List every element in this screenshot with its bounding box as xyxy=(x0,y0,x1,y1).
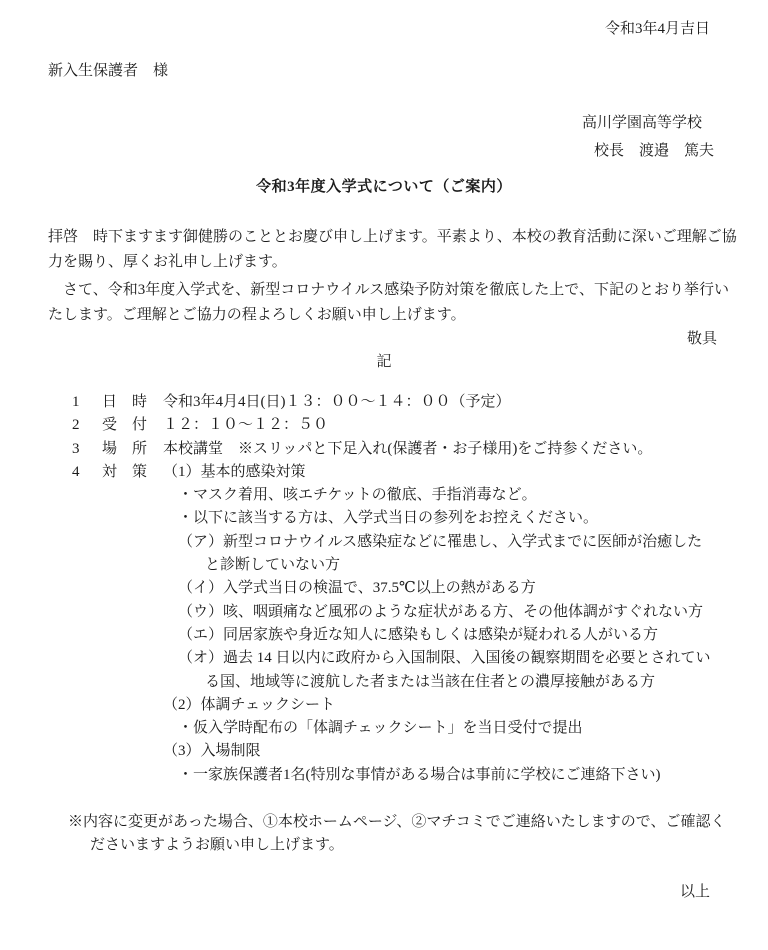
list-subline: （エ）同居家族や身近な知人に感染もしくは感染が疑われる人がいる方 xyxy=(178,626,659,643)
list-subline: （イ）入学式当日の検温で、37.5℃以上の熱がある方 xyxy=(178,580,536,597)
list-subline: ・以下に該当する方は、入学式当日の参列をお控えください。 xyxy=(178,510,599,527)
list-subline: ・一家族保護者1名(特別な事情がある場合は事前に学校にご連絡下さい) xyxy=(178,766,661,783)
list-subline: （2）体調チェックシート xyxy=(163,696,336,713)
body-line: 拝啓 時下ますます御健勝のこととお慶び申し上げます。平素より、本校の教育活動に深いご理解ご協 xyxy=(48,229,737,245)
footnote-line: ※内容に変更があった場合、①本校ホームページ、②マチコミでご連絡いたしますので、ご確認く xyxy=(68,814,726,831)
record-marker: 記 xyxy=(376,354,392,370)
sender-principal-name: 校長 渡邉 篤夫 xyxy=(594,143,715,159)
list-subline: ・仮入学時配布の「体調チェックシート」を当日受付で提出 xyxy=(178,720,583,737)
list-subline: ・マスク着用、咳エチケットの徹底、手指消毒など。 xyxy=(178,487,537,504)
row-value: （1）基本的感染対策 xyxy=(163,463,306,480)
list-subline: （ウ）咳、咽頭痛など風邪のような症状がある方、その他体調がすぐれない方 xyxy=(178,603,704,620)
row-number: 2 xyxy=(72,417,80,434)
body-line: さて、令和3年度入学式を、新型コロナウイルス感染予防対策を徹底した上で、下記のとおり挙行い xyxy=(48,282,730,298)
row-number: 4 xyxy=(72,463,80,480)
sender-block xyxy=(582,109,768,165)
list-subline: （3）入場制限 xyxy=(163,743,261,760)
body-line: 力を賜り、厚くお礼申し上げます。 xyxy=(48,254,287,270)
announcement-paragraph xyxy=(48,278,728,328)
list-subline: （オ）過去 14 日以内に政府から入国制限、入国後の観察期間を必要とされてい xyxy=(178,650,711,667)
list-row-datetime xyxy=(72,391,768,414)
row-number: 1 xyxy=(72,394,80,410)
recipient-line: 新入生保護者 様 xyxy=(48,63,169,79)
end-marker: 以上 xyxy=(679,884,710,901)
row-value: 令和3年4月4日(日)１３：００～１４：００（予定） xyxy=(163,394,511,410)
row-label: 対 策 xyxy=(102,463,148,480)
footnote xyxy=(68,811,768,857)
row-number: 3 xyxy=(72,440,80,457)
list-row-place xyxy=(72,438,768,461)
row-value: 本校講堂 ※スリッパと下足入れ(保護者・お子様用)をご持参ください。 xyxy=(163,440,653,457)
list-subline: （ア）新型コロナウイルス感染症などに罹患し、入学式までに医師が治癒した xyxy=(178,533,703,550)
row-value: １２：１０～１２：５０ xyxy=(163,417,329,434)
list-row-reception xyxy=(72,414,768,437)
sender-school-name: 高川学園高等学校 xyxy=(582,115,703,131)
details-list xyxy=(0,391,768,787)
row-label: 受 付 xyxy=(102,417,148,434)
closing-keigu: 敬具 xyxy=(686,331,717,347)
body-line: たします。ご理解とご協力の程よろしくお願い申し上げます。 xyxy=(48,307,466,323)
list-subline-continuation: る国、地域等に渡航した者または当該在住者との濃厚接触がある方 xyxy=(205,673,656,690)
doc-title: 令和3年度入学式について（ご案内） xyxy=(256,179,512,195)
doc-date: 令和3年4月吉日 xyxy=(604,21,710,37)
list-subline-continuation: と診断していない方 xyxy=(205,557,341,574)
footnote-line: ださいますようお願い申し上げます。 xyxy=(90,837,344,854)
document-page xyxy=(0,18,768,950)
row-label: 日 時 xyxy=(102,394,148,410)
greeting-paragraph xyxy=(48,225,737,275)
row-label: 場 所 xyxy=(102,440,148,457)
list-row-measures xyxy=(72,461,768,484)
